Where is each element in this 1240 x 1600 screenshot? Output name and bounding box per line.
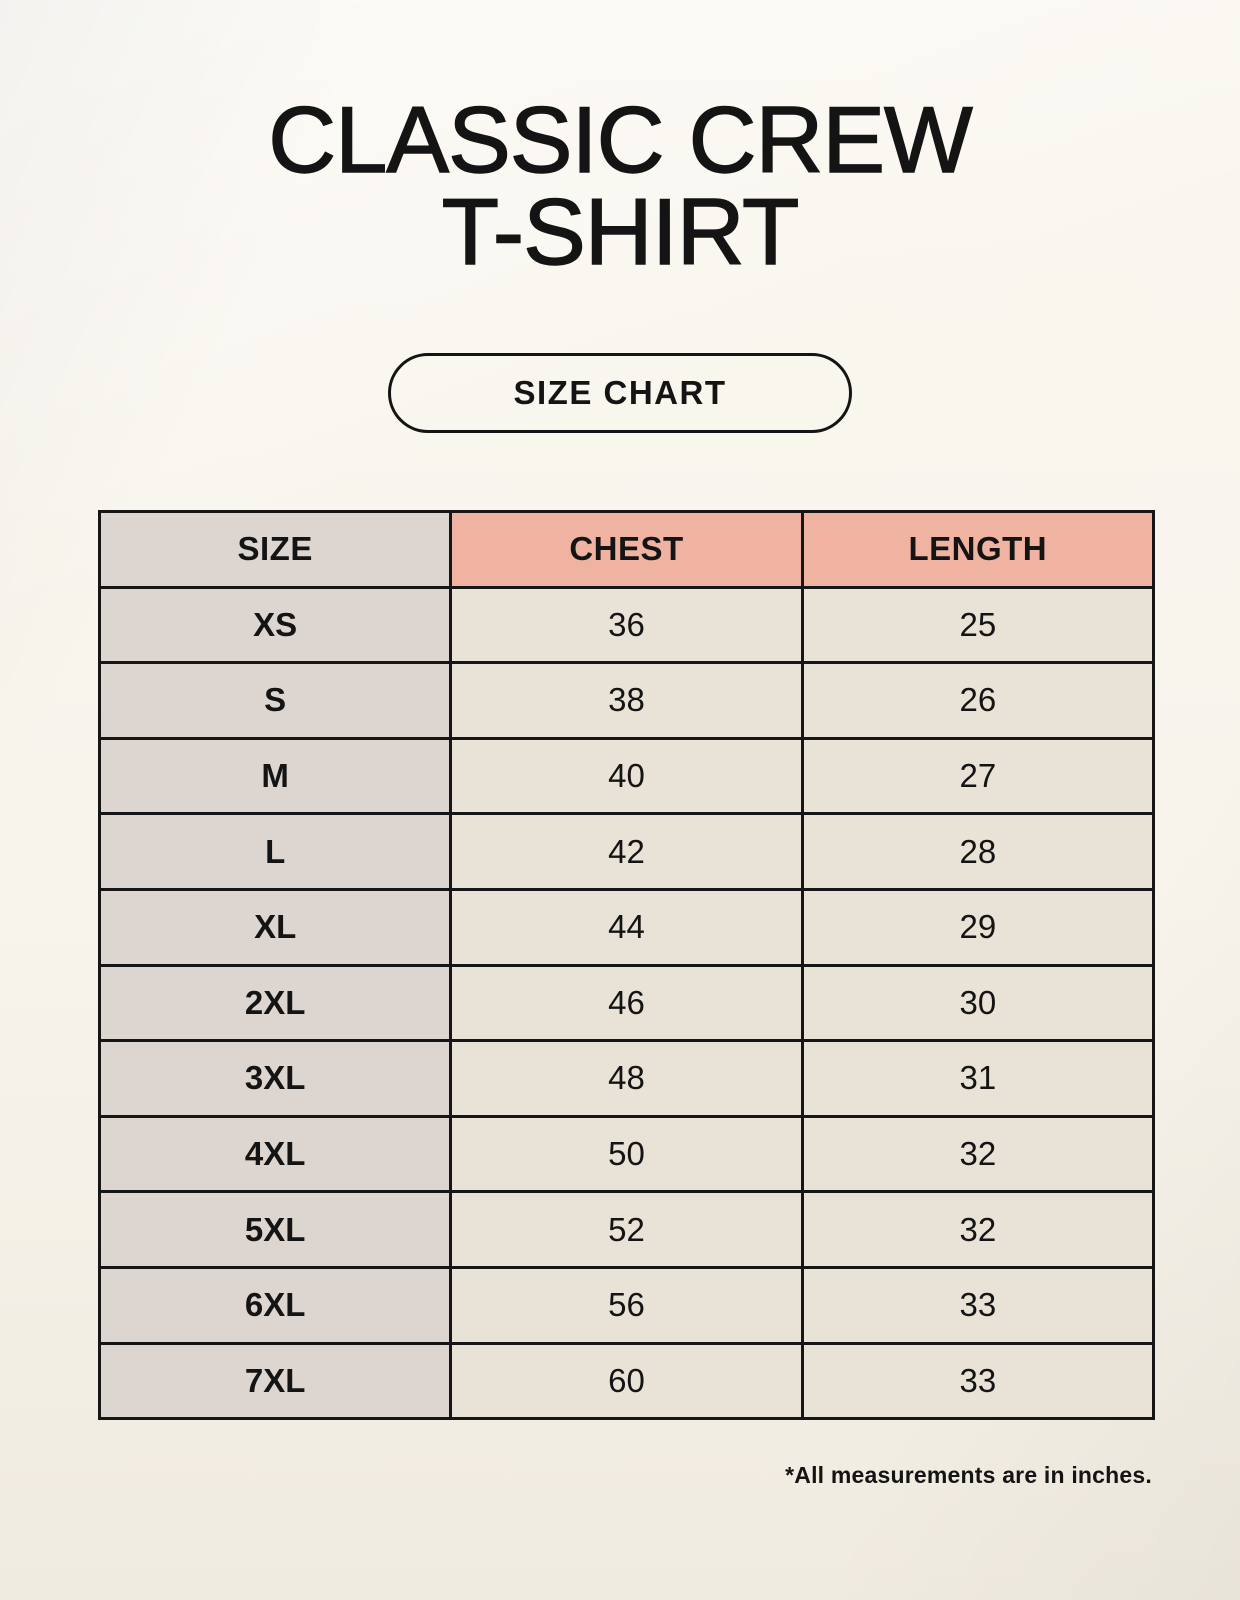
size-cell: M xyxy=(100,738,451,814)
chest-cell: 56 xyxy=(451,1267,802,1343)
chest-cell: 60 xyxy=(451,1343,802,1419)
size-cell: 4XL xyxy=(100,1116,451,1192)
length-cell: 26 xyxy=(802,663,1153,739)
length-cell: 31 xyxy=(802,1041,1153,1117)
table-row xyxy=(100,663,1154,739)
size-cell: L xyxy=(100,814,451,890)
length-cell: 33 xyxy=(802,1267,1153,1343)
size-cell: XS xyxy=(100,587,451,663)
size-cell: 7XL xyxy=(100,1343,451,1419)
chest-cell: 36 xyxy=(451,587,802,663)
length-cell: 32 xyxy=(802,1116,1153,1192)
length-cell: 33 xyxy=(802,1343,1153,1419)
table-row xyxy=(100,587,1154,663)
page-title xyxy=(0,87,1240,284)
size-cell: 3XL xyxy=(100,1041,451,1117)
chest-cell: 40 xyxy=(451,738,802,814)
table-row xyxy=(100,814,1154,890)
chest-cell: 46 xyxy=(451,965,802,1041)
measurements-footnote: *All measurements are in inches. xyxy=(785,1462,1152,1488)
length-cell: 29 xyxy=(802,889,1153,965)
table-row xyxy=(100,889,1154,965)
size-cell: 5XL xyxy=(100,1192,451,1268)
chest-cell: 44 xyxy=(451,889,802,965)
chest-cell: 38 xyxy=(451,663,802,739)
column-header-size: SIZE xyxy=(100,512,451,588)
size-chart-badge[interactable] xyxy=(388,353,852,433)
page-title-line-1: CLASSIC CREW xyxy=(268,87,972,192)
size-table xyxy=(98,510,1155,1420)
length-cell: 25 xyxy=(802,587,1153,663)
length-cell: 27 xyxy=(802,738,1153,814)
column-header-chest: CHEST xyxy=(451,512,802,588)
size-cell: 2XL xyxy=(100,965,451,1041)
table-row xyxy=(100,738,1154,814)
table-row xyxy=(100,965,1154,1041)
chest-cell: 52 xyxy=(451,1192,802,1268)
size-table-body xyxy=(100,587,1154,1419)
size-cell: 6XL xyxy=(100,1267,451,1343)
size-chart-badge-label: SIZE CHART xyxy=(513,374,727,411)
table-header-row xyxy=(100,512,1154,588)
table-row xyxy=(100,1343,1154,1419)
chest-cell: 50 xyxy=(451,1116,802,1192)
page-title-line-2: T-SHIRT xyxy=(441,179,799,284)
length-cell: 28 xyxy=(802,814,1153,890)
column-header-length: LENGTH xyxy=(802,512,1153,588)
table-row xyxy=(100,1116,1154,1192)
chest-cell: 42 xyxy=(451,814,802,890)
table-row xyxy=(100,1267,1154,1343)
length-cell: 32 xyxy=(802,1192,1153,1268)
size-cell: XL xyxy=(100,889,451,965)
size-cell: S xyxy=(100,663,451,739)
length-cell: 30 xyxy=(802,965,1153,1041)
table-row xyxy=(100,1041,1154,1117)
table-row xyxy=(100,1192,1154,1268)
chest-cell: 48 xyxy=(451,1041,802,1117)
